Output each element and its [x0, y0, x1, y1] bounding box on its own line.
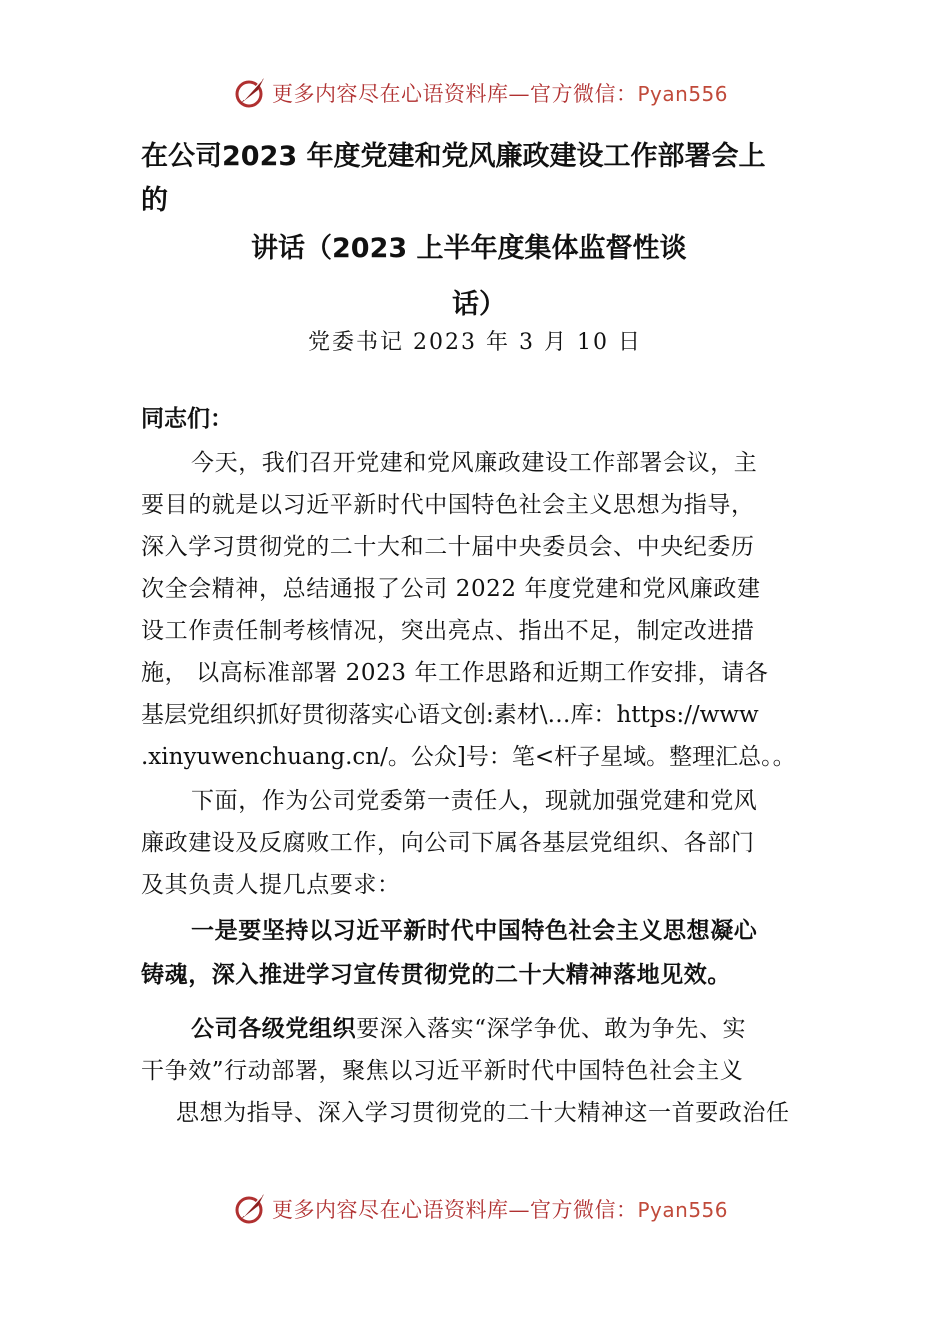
document-title-line3: 讲话（2023 上半年度集体监督性谈	[251, 233, 687, 264]
footer-banner	[0, 1188, 950, 1228]
paragraph2-line: 及其负责人提几点要求：	[141, 872, 401, 898]
paragraph1-line: 次全会精神，总结通报了公司 2022 年度党建和党风廉政建	[141, 576, 761, 602]
paragraph2-line: 下面，作为公司党委第一责任人，现就加强党建和党风	[191, 788, 758, 814]
paragraph3-line2: 干争效”行动部署，聚焦以习近平新时代中国特色社会主义	[141, 1058, 744, 1084]
paragraph1-line: 深入学习贯彻党的二十大和二十届中央委员会、中央纪委历	[141, 534, 755, 560]
paragraph1-line: 要目的就是以习近平新时代中国特色社会主义思想为指导，	[141, 492, 755, 518]
paragraph3-line1-rest: 要深入落实“深学争优、敢为争先、实	[356, 1016, 747, 1042]
document-title-line4: 话）	[452, 289, 506, 320]
paragraph1-line: 设工作责任制考核情况，突出亮点、指出不足，制定改进措	[141, 618, 755, 644]
header-banner-slogan: 更多内容尽在心语资料库—官方微信：	[272, 82, 638, 106]
heading1-line: 铸魂，深入推进学习宣传贯彻党的二十大精神落地见效。	[141, 962, 731, 988]
byline: 党委书记 2023 年 3 月 10 日	[308, 330, 642, 355]
header-wechat-id: Pyan556	[637, 82, 729, 106]
header-banner	[0, 72, 950, 112]
paragraph1-line: 今天，我们召开党建和党风廉政建设工作部署会议，主	[191, 450, 758, 476]
document-title-line2: 的	[141, 185, 168, 216]
footer-wechat-id: Pyan556	[637, 1198, 729, 1222]
quill-logo-icon	[234, 74, 268, 110]
paragraph2-line: 廉政建设及反腐败工作，向公司下属各基层党组织、各部门	[141, 830, 755, 856]
paragraph1-line: 施， 以高标准部署 2023 年工作思路和近期工作安排，请各	[141, 660, 769, 686]
paragraph3-line3: 思想为指导、深入学习贯彻党的二十大精神这一首要政治任	[176, 1100, 790, 1126]
salutation: 同志们：	[141, 406, 233, 432]
footer-banner-text	[272, 1194, 728, 1224]
heading1-line: 一是要坚持以习近平新时代中国特色社会主义思想凝心	[191, 918, 758, 944]
paragraph3-line1	[191, 1010, 746, 1043]
paragraph1-line: 基层党组织抓好贯彻落实心语文创:素材\…库：https://www	[141, 702, 759, 728]
paragraph1-line: .xinyuwenchuang.cn/。公众]号：笔<杆子星域。整理汇总。。	[141, 744, 796, 770]
quill-logo-icon	[234, 1190, 268, 1226]
footer-banner-slogan: 更多内容尽在心语资料库—官方微信：	[272, 1198, 638, 1222]
paragraph3-lead: 公司各级党组织	[191, 1016, 357, 1042]
header-banner-text	[272, 78, 728, 108]
document-title-line1: 在公司2023 年度党建和党风廉政建设工作部署会上	[141, 141, 766, 172]
